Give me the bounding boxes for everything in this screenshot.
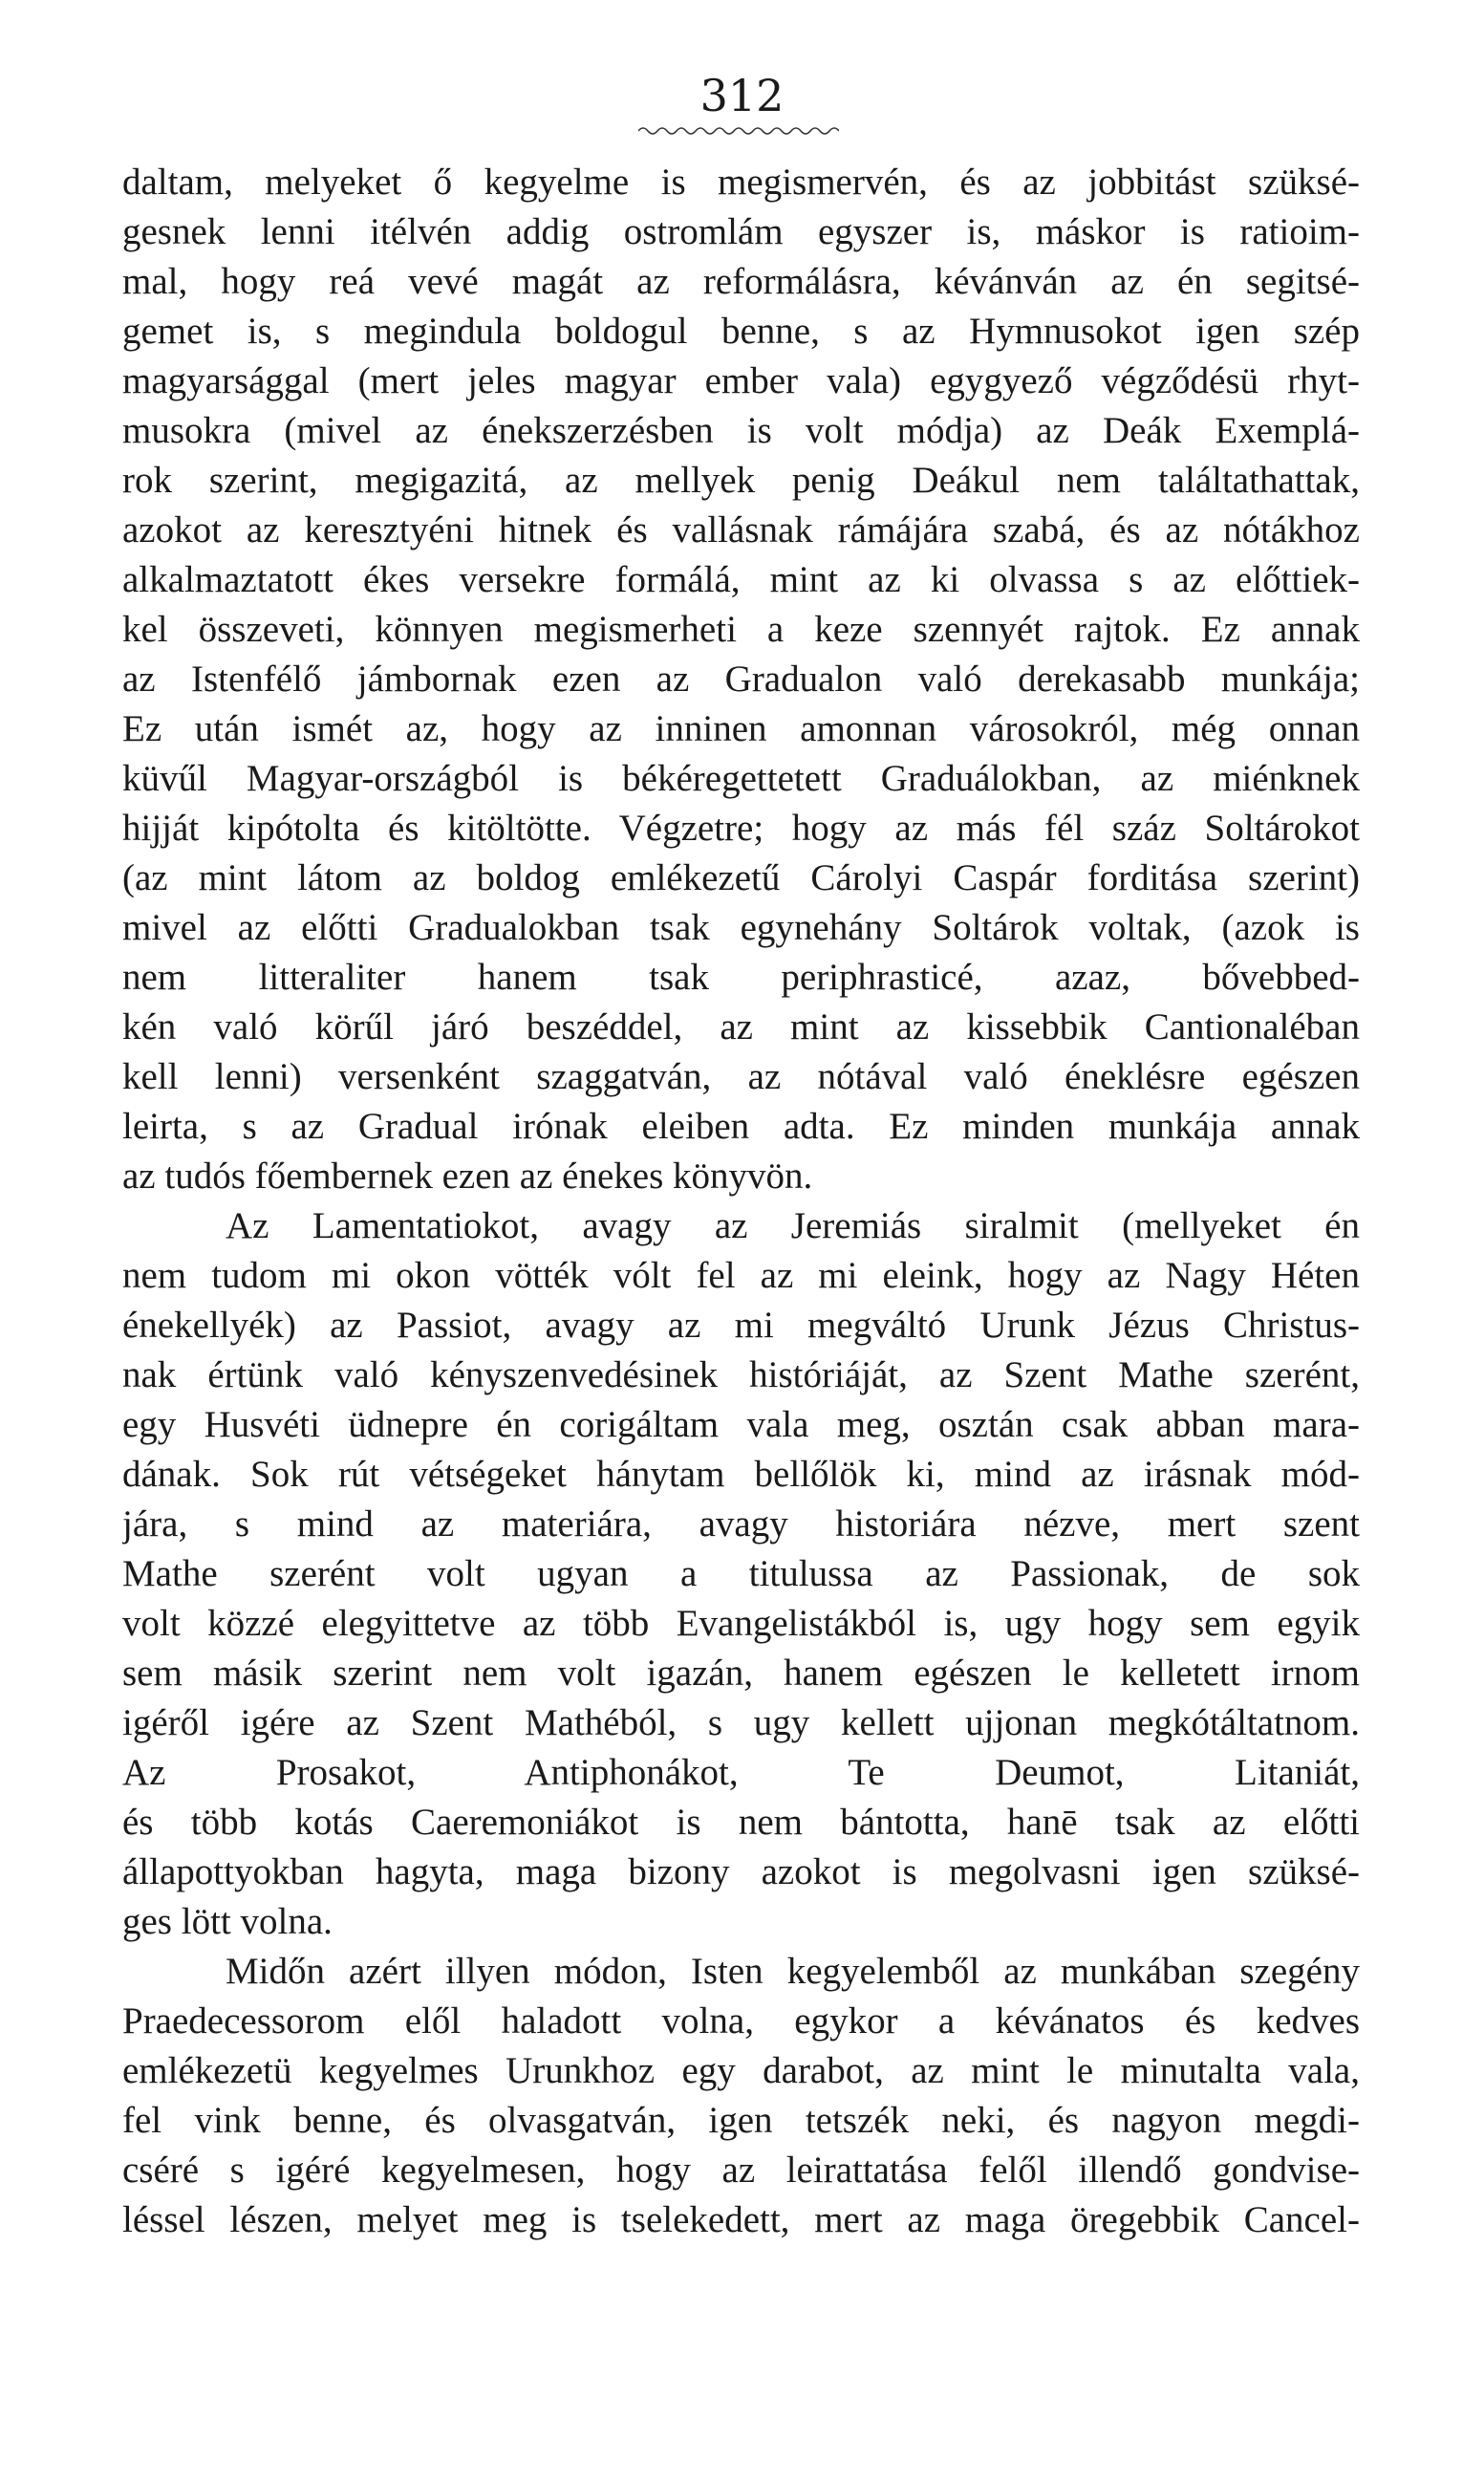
page-number: 312 bbox=[699, 70, 785, 121]
text-line: igéről igére az Szent Mathéból, s ugy kellett ujjonan megkótáltatnom. bbox=[122, 1702, 1360, 1743]
text-line: rok szerint, megigazitá, az mellyek penig Deákul nem találtathattak, bbox=[122, 460, 1360, 501]
paragraph-first-line: Midőn azért illyen módon, Isten kegyelemből az munkában szegény bbox=[226, 1951, 1360, 1992]
text-line: mal, hogy reá vevé magát az reformálásra, kévánván az én segitsé- bbox=[122, 261, 1360, 302]
text-line: volt közzé elegyittetve az több Evangelistákból is, ugy hogy sem egyik bbox=[122, 1603, 1360, 1644]
text-line: egy Husvéti üdnepre én corigáltam vala meg, osztán csak abban mara- bbox=[122, 1404, 1360, 1445]
text-line: nem litteraliter hanem tsak periphrasticé, azaz, bővebbed- bbox=[122, 957, 1360, 998]
text-line: Mathe szerént volt ugyan a titulussa az Passionak, de sok bbox=[122, 1553, 1360, 1594]
text-line: fel vink benne, és olvasgatván, igen tetszék neki, és nagyon megdi- bbox=[122, 2100, 1360, 2141]
text-line: az Istenfélő jámbornak ezen az Gradualon való derekasabb munkája; bbox=[122, 659, 1360, 700]
text-line: sem másik szerint nem volt igazán, hanem egészen le kelletett irnom bbox=[122, 1653, 1360, 1694]
text-line: küvűl Magyar-országból is békéregettetett Graduálokban, az miénknek bbox=[122, 758, 1360, 799]
text-line: és több kotás Caeremoniákot is nem bántotta, hanē tsak az előtti bbox=[122, 1802, 1360, 1843]
text-line: kell lenni) versenként szaggatván, az nótával való éneklésre egészen bbox=[122, 1056, 1360, 1097]
text-line: az tudós főembernek ezen az énekes könyvön. bbox=[122, 1156, 813, 1197]
wavy-rule-ornament bbox=[638, 124, 839, 138]
text-line: alkalmaztatott ékes versekre formálá, mint az ki olvassa s az előttiek- bbox=[122, 559, 1360, 600]
text-line: nak értünk való kényszenvedésinek históriáját, az Szent Mathe szerént, bbox=[122, 1354, 1360, 1395]
text-line: azokot az keresztyéni hitnek és vallásnak rámájára szabá, és az nótákhoz bbox=[122, 509, 1360, 551]
text-line: mivel az előtti Gradualokban tsak egynehány Soltárok voltak, (azok is bbox=[122, 907, 1360, 948]
text-line: musokra (mivel az énekszerzésben is volt módja) az Deák Exemplá- bbox=[122, 410, 1360, 451]
text-line: léssel lészen, melyet meg is tselekedett, mert az maga öregebbik Cancel- bbox=[122, 2199, 1360, 2240]
text-line: dának. Sok rút vétségeket hánytam bellőlök ki, mind az irásnak mód- bbox=[122, 1454, 1360, 1495]
paragraph-first-line: Az Lamentatiokot, avagy az Jeremiás siralmit (mellyeket én bbox=[226, 1205, 1360, 1246]
text-line: kel összeveti, könnyen megismerheti a keze szennyét rajtok. Ez annak bbox=[122, 609, 1360, 650]
text-line: magyarsággal (mert jeles magyar ember vala) egygyező végződésü rhyt- bbox=[122, 360, 1360, 401]
text-line: daltam, melyeket ő kegyelme is megismervén, és az jobbitást szüksé- bbox=[122, 162, 1360, 203]
text-line: hijját kipótolta és kitöltötte. Végzetre; hogy az más fél száz Soltárokot bbox=[122, 808, 1360, 849]
text-line: énekellyék) az Passiot, avagy az mi megváltó Urunk Jézus Christus- bbox=[122, 1305, 1360, 1346]
text-line: kén való körűl járó beszéddel, az mint az kissebbik Cantionaléban bbox=[122, 1006, 1360, 1048]
text-line: emlékezetü kegyelmes Urunkhoz egy darabot, az mint le minutalta vala, bbox=[122, 2050, 1360, 2091]
body-text bbox=[122, 158, 1360, 2245]
text-line: leirta, s az Gradual irónak eleiben adta. Ez minden munkája annak bbox=[122, 1106, 1360, 1147]
text-line: jára, s mind az materiára, avagy historiára nézve, mert szent bbox=[122, 1503, 1360, 1545]
text-line: ges lött volna. bbox=[122, 1901, 333, 1942]
text-line: Praedecessorom elől haladott volna, egykor a kévánatos és kedves bbox=[122, 2000, 1360, 2042]
text-line: állapottyokban hagyta, maga bizony azokot is megolvasni igen szüksé- bbox=[122, 1851, 1360, 1892]
text-line: Az Prosakot, Antiphonákot, Te Deumot, Litaniát, bbox=[122, 1752, 1360, 1793]
text-line: (az mint látom az boldog emlékezetű Cárolyi Caspár forditása szerint) bbox=[122, 857, 1360, 898]
text-line: gemet is, s megindula boldogul benne, s az Hymnusokot igen szép bbox=[122, 311, 1360, 352]
text-line: nem tudom mi okon vötték vólt fel az mi eleink, hogy az Nagy Héten bbox=[122, 1255, 1360, 1296]
text-line: gesnek lenni itélvén addig ostromlám egyszer is, máskor is ratioim- bbox=[122, 211, 1360, 252]
text-line: cséré s igéré kegyelmesen, hogy az leirattatása felől illendő gondvise- bbox=[122, 2150, 1360, 2191]
text-line: Ez után ismét az, hogy az inninen amonnan városokról, még onnan bbox=[122, 708, 1360, 749]
